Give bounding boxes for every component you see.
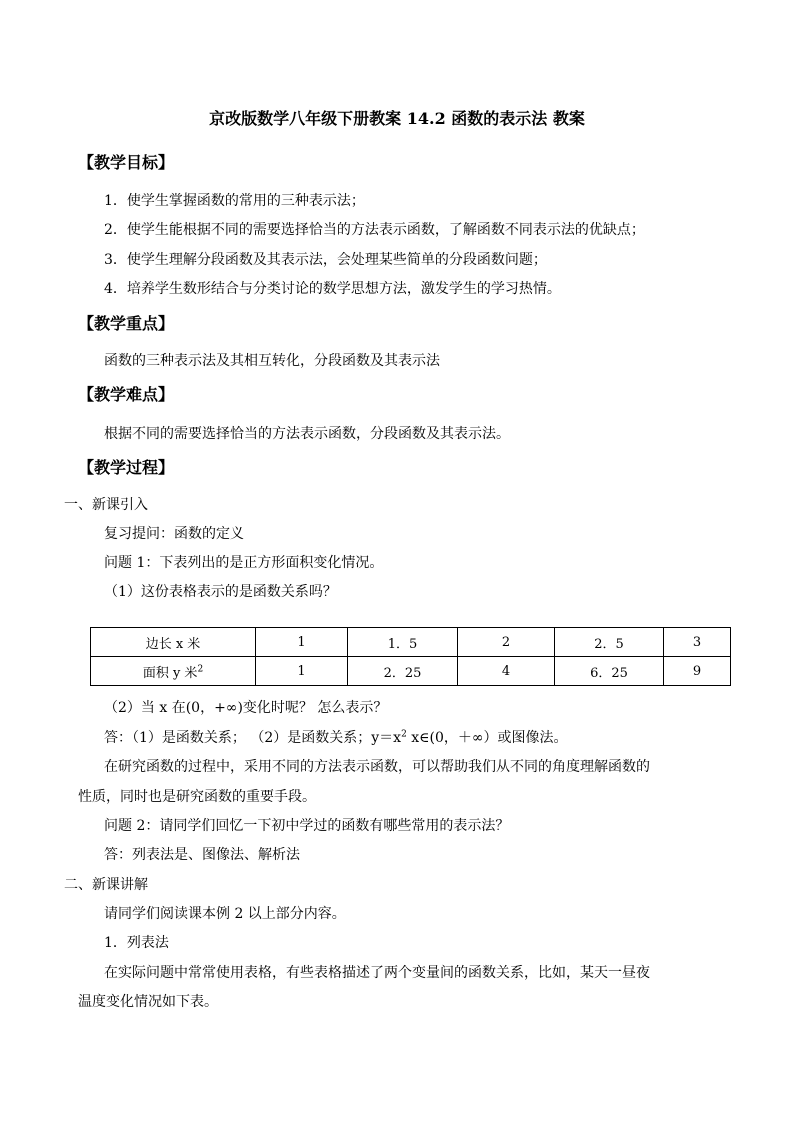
answer-1-part-b: x∈(0，＋∞）或图像法。: [406, 730, 568, 746]
question-1: 问题 1：下表列出的是正方形面积变化情况。: [104, 555, 384, 571]
part2-heading: 二、新课讲解: [64, 877, 148, 893]
section-key-points-heading: 【教学重点】: [78, 314, 175, 333]
question-1-sub-2: （2）当 x 在(0，+∞)变化时呢？ 怎么表示？: [104, 700, 388, 716]
key-points-text: 函数的三种表示法及其相互转化，分段函数及其表示法: [104, 353, 440, 369]
question-1-sub-1: （1）这份表格表示的是函数关系吗？: [104, 584, 337, 600]
paragraph-line: 在实际问题中常常使用表格，有些表格描述了两个变量间的函数关系，比如，某天一昼夜: [104, 965, 650, 981]
square-area-table: [90, 627, 731, 686]
table-row: [91, 657, 731, 686]
table-cell: 2．5: [555, 628, 664, 657]
paragraph-line: 性质，同时也是研究函数的重要手段。: [78, 789, 316, 805]
answer-1: [104, 727, 568, 747]
table-cell: 6．25: [555, 657, 664, 686]
table-cell: 3: [664, 628, 731, 657]
difficulties-text: 根据不同的需要选择恰当的方法表示函数，分段函数及其表示法。: [104, 426, 510, 442]
goal-item: 4．培养学生数形结合与分类讨论的数学思想方法，激发学生的学习热情。: [104, 281, 561, 297]
paragraph-line: 在研究函数的过程中，采用不同的方法表示函数，可以帮助我们从不同的角度理解函数的: [104, 759, 650, 775]
method-heading: 1．列表法: [104, 935, 169, 951]
table-cell: 9: [664, 657, 731, 686]
table-cell-label: 边长 x 米: [91, 628, 256, 657]
part1-heading: 一、新课引入: [64, 497, 148, 513]
area-label: 面积 y 米: [142, 665, 198, 681]
goal-item: 3．使学生理解分段函数及其表示法，会处理某些简单的分段函数问题；: [104, 252, 547, 268]
table-cell: 2: [458, 628, 555, 657]
goal-item: 1．使学生掌握函数的常用的三种表示法；: [104, 193, 365, 209]
answer-1-exponent: 2: [401, 729, 407, 740]
table-cell: 1．5: [348, 628, 458, 657]
paragraph-line: 温度变化情况如下表。: [78, 994, 218, 1010]
table-cell: 1: [256, 657, 348, 686]
reading-instruction: 请同学们阅读课本例 2 以上部分内容。: [104, 906, 346, 922]
section-goals-heading: 【教学目标】: [78, 153, 175, 172]
area-unit-exponent: 2: [197, 664, 204, 675]
table-row: [91, 628, 731, 657]
table-cell-label: [91, 657, 256, 686]
review-question: 复习提问：函数的定义: [104, 526, 244, 542]
question-2: 问题 2：请同学们回忆一下初中学过的函数有哪些常用的表示法？: [104, 818, 510, 834]
answer-1-part-a: 答：（1）是函数关系； （2）是函数关系；y＝x: [104, 730, 402, 746]
table-cell: 1: [256, 628, 348, 657]
page-title: 京改版数学八年级下册教案 14.2 函数的表示法 教案: [209, 109, 585, 128]
table-cell: 4: [458, 657, 555, 686]
section-process-heading: 【教学过程】: [78, 458, 175, 477]
answer-2: 答：列表法是、图像法、解析法: [104, 847, 300, 863]
section-difficulties-heading: 【教学难点】: [78, 385, 175, 404]
table-cell: 2．25: [348, 657, 458, 686]
goal-item: 2．使学生能根据不同的需要选择恰当的方法表示函数，了解函数不同表示法的优缺点；: [104, 222, 645, 238]
